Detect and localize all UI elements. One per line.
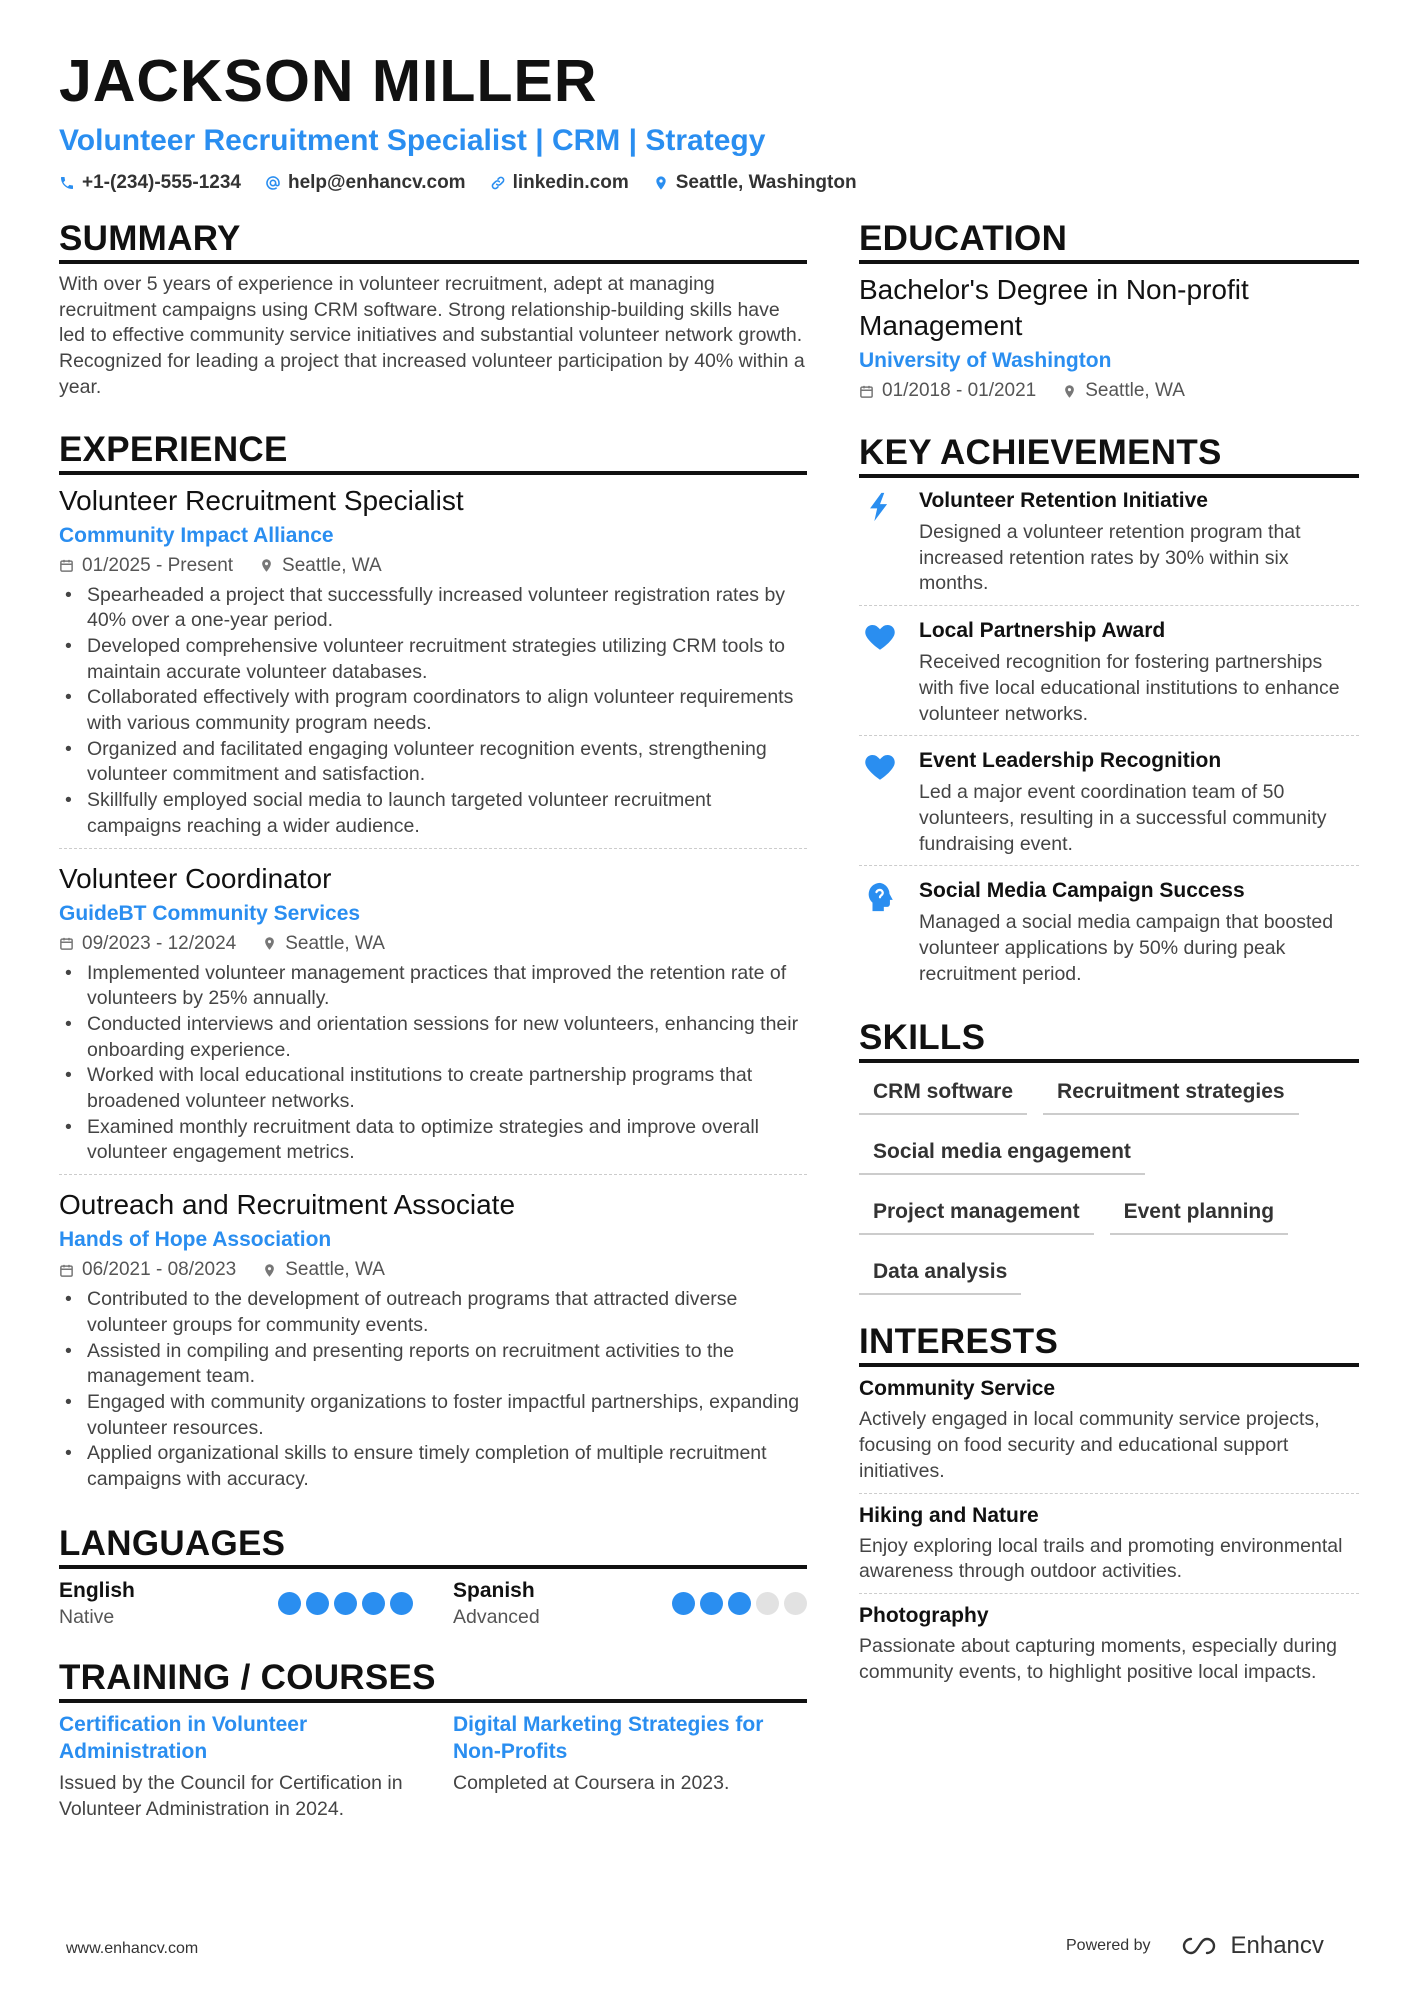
enhancv-logo-icon	[1175, 1934, 1221, 1958]
languages-heading: LANGUAGES	[59, 1523, 807, 1569]
interest-item	[859, 1502, 1359, 1594]
rating-dot-empty	[784, 1592, 807, 1615]
language-level: Advanced	[453, 1605, 540, 1628]
footer-brand	[1066, 1932, 1324, 1960]
skill-tag: Social media engagement	[859, 1131, 1145, 1175]
phone-icon	[59, 175, 75, 191]
education-section	[859, 218, 1359, 404]
course-name: Certification in Volunteer Administration	[59, 1712, 308, 1763]
job-company: Hands of Hope Association	[59, 1228, 332, 1252]
job-title: Outreach and Recruitment Associate	[59, 1189, 516, 1221]
course-desc: Completed at Coursera in 2023.	[453, 1771, 730, 1794]
achievement-title: Social Media Campaign Success	[919, 879, 1245, 903]
interest-title: Community Service	[859, 1377, 1056, 1401]
right-column	[859, 218, 1359, 1715]
experience-section	[59, 429, 807, 1501]
location-pin-icon	[262, 1263, 277, 1278]
course-item	[453, 1711, 807, 1822]
job-bullets	[59, 583, 807, 840]
job-dates: 06/2021 - 08/2023	[82, 1259, 237, 1281]
interests-heading: INTERESTS	[859, 1321, 1359, 1367]
job-dates: 01/2025 - Present	[82, 554, 234, 576]
achievement-item	[859, 746, 1359, 866]
interest-title: Photography	[859, 1603, 989, 1627]
location-text: Seattle, Washington	[675, 172, 857, 193]
achievement-desc: Managed a social media campaign that boosted volunteer applications by 50% during peak recruitment period.	[919, 911, 1334, 985]
degree-title: Bachelor's Degree in Non-profit Management	[859, 274, 1249, 341]
job-bullets	[59, 961, 807, 1167]
job-meta	[59, 1257, 807, 1283]
contact-location	[653, 172, 857, 194]
contact-bar	[59, 172, 1359, 194]
job-location: Seattle, WA	[285, 1259, 385, 1281]
job-dates: 09/2023 - 12/2024	[82, 932, 237, 954]
achievement-item	[859, 876, 1359, 995]
interest-desc: Actively engaged in local community service projects, focusing on food security and educational support initiatives.	[859, 1408, 1320, 1482]
interest-desc: Passionate about capturing moments, especially during community events, to highlight positive local impacts.	[859, 1634, 1338, 1683]
job-bullet: • Organized and facilitated engaging volunteer recognition events, strengthening volunteer commitment and satisfaction.	[59, 737, 807, 788]
brand-logo[interactable]	[1175, 1932, 1324, 1960]
languages-list	[59, 1577, 807, 1631]
heart-icon	[863, 620, 897, 654]
job-entry	[59, 861, 807, 1176]
job-bullet: • Worked with local educational institutions to create partnership programs that broadened volunteer networks.	[59, 1063, 807, 1114]
location-pin-icon	[259, 558, 274, 573]
achievement-desc: Designed a volunteer retention program that increased retention rates by 30% within six months.	[919, 521, 1301, 595]
achievements-heading: KEY ACHIEVEMENTS	[859, 432, 1359, 478]
course-item	[59, 1711, 413, 1822]
candidate-name: JACKSON MILLER	[59, 48, 598, 114]
achievement-item	[859, 616, 1359, 736]
job-bullet: • Engaged with community organizations to foster impactful partnerships, expanding volunteer resources.	[59, 1390, 807, 1441]
phone-text: +1-(234)-555-1234	[82, 172, 241, 193]
interests-section	[859, 1321, 1359, 1693]
job-bullet: • Examined monthly recruitment data to optimize strategies and improve overall volunteer engagement metrics.	[59, 1115, 807, 1166]
achievement-title: Local Partnership Award	[919, 619, 1166, 643]
education-dates: 01/2018 - 01/2021	[882, 380, 1037, 401]
footer-website[interactable]: www.enhancv.com	[66, 1940, 199, 1957]
job-entry	[59, 483, 807, 849]
rating-dot-filled	[278, 1592, 301, 1615]
job-location: Seattle, WA	[285, 932, 385, 954]
job-bullets	[59, 1287, 807, 1493]
job-bullet: • Contributed to the development of outreach programs that attracted diverse volunteer groups for community events.	[59, 1287, 807, 1338]
skills-section	[859, 1017, 1359, 1295]
interest-desc: Enjoy exploring local trails and promoting environmental awareness through outdoor activities.	[859, 1534, 1343, 1583]
job-bullet: • Implemented volunteer management practices that improved the retention rate of volunteers by 25% annually.	[59, 961, 807, 1012]
skills-list	[859, 1071, 1359, 1295]
rating-dot-filled	[362, 1592, 385, 1615]
achievement-title: Event Leadership Recognition	[919, 749, 1222, 773]
summary-text: With over 5 years of experience in volunteer recruitment, adept at managing recruitment campaigns using CRM software. Strong relationship-building skills have led to effective community service initiatives and substantial volunteer network growth. Recognized for leading a project that increased volunteer participation by 40% within a year.	[59, 273, 805, 398]
rating-dot-empty	[756, 1592, 779, 1615]
education-heading: EDUCATION	[859, 218, 1359, 264]
skill-tag: Data analysis	[859, 1251, 1021, 1295]
skill-tag: Recruitment strategies	[1043, 1071, 1299, 1115]
language-item	[59, 1577, 413, 1631]
job-entry	[59, 1187, 807, 1501]
skill-tag: CRM software	[859, 1071, 1027, 1115]
calendar-icon	[59, 936, 74, 951]
job-bullet: • Developed comprehensive volunteer recruitment strategies utilizing CRM tools to maintain accurate volunteer databases.	[59, 634, 807, 685]
linkedin-text: linkedin.com	[512, 172, 629, 193]
location-pin-icon	[262, 936, 277, 951]
job-bullet: • Skillfully employed social media to launch targeted volunteer recruitment campaigns reaching a wider audience.	[59, 788, 807, 839]
location-pin-icon	[1062, 384, 1077, 399]
link-icon	[490, 175, 506, 191]
rating-dot-filled	[672, 1592, 695, 1615]
left-column	[59, 218, 807, 1844]
rating-dot-filled	[306, 1592, 329, 1615]
course-name: Digital Marketing Strategies for Non-Profits	[453, 1712, 764, 1763]
languages-section	[59, 1523, 807, 1631]
courses-list	[59, 1711, 807, 1822]
skill-tag: Project management	[859, 1191, 1094, 1235]
job-bullet: • Collaborated effectively with program coordinators to align volunteer requirements with various community program needs.	[59, 685, 807, 736]
interest-item	[859, 1602, 1359, 1693]
training-heading: TRAINING / COURSES	[59, 1657, 807, 1703]
calendar-icon	[59, 558, 74, 573]
job-meta	[59, 931, 807, 957]
lightning-icon	[863, 490, 897, 524]
education-meta	[859, 378, 1359, 404]
training-section	[59, 1657, 807, 1822]
language-item	[453, 1577, 807, 1631]
at-icon	[265, 175, 281, 191]
job-title: Volunteer Recruitment Specialist	[59, 484, 464, 516]
rating-dot-filled	[728, 1592, 751, 1615]
education-location: Seattle, WA	[1085, 380, 1185, 401]
language-level: Native	[59, 1605, 115, 1628]
contact-phone[interactable]	[59, 172, 241, 194]
rating-dot-filled	[390, 1592, 413, 1615]
email-text: help@enhancv.com	[287, 172, 466, 193]
experience-heading: EXPERIENCE	[59, 429, 807, 475]
achievement-item	[859, 486, 1359, 606]
job-company: Community Impact Alliance	[59, 523, 334, 547]
calendar-icon	[59, 1263, 74, 1278]
candidate-title: Volunteer Recruitment Specialist | CRM | Strategy	[59, 124, 766, 157]
rating-dot-filled	[700, 1592, 723, 1615]
skills-heading: SKILLS	[859, 1017, 1359, 1063]
job-company: GuideBT Community Services	[59, 901, 361, 925]
job-location: Seattle, WA	[282, 554, 382, 576]
achievement-title: Volunteer Retention Initiative	[919, 489, 1208, 512]
course-desc: Issued by the Council for Certification in Volunteer Administration in 2024.	[59, 1771, 403, 1820]
contact-email[interactable]	[265, 172, 466, 194]
job-meta	[59, 553, 807, 579]
language-rating	[278, 1592, 413, 1615]
contact-linkedin[interactable]	[490, 172, 629, 194]
brand-name: Enhancv	[1230, 1932, 1324, 1959]
interest-item	[859, 1375, 1359, 1493]
head-icon	[863, 880, 897, 914]
heart-icon	[863, 750, 897, 784]
skill-tag: Event planning	[1110, 1191, 1289, 1235]
achievement-desc: Received recognition for fostering partnerships with five local educational institutions to enhance volunteer networks.	[919, 651, 1340, 725]
language-name: English	[59, 1578, 135, 1602]
school-name: University of Washington	[859, 349, 1112, 372]
achievements-section	[859, 432, 1359, 995]
interest-title: Hiking and Nature	[859, 1503, 1039, 1527]
powered-by-text: Powered by	[1066, 1937, 1151, 1954]
header	[59, 44, 1359, 194]
summary-section	[59, 218, 807, 401]
job-bullet: • Conducted interviews and orientation sessions for new volunteers, enhancing their onboarding experience.	[59, 1012, 807, 1063]
job-title: Volunteer Coordinator	[59, 862, 332, 894]
job-bullet: • Spearheaded a project that successfully increased volunteer registration rates by 40% over a one-year period.	[59, 583, 807, 634]
calendar-icon	[859, 384, 874, 399]
job-bullet: • Applied organizational skills to ensure timely completion of multiple recruitment campaigns with accuracy.	[59, 1441, 807, 1492]
language-name: Spanish	[453, 1578, 535, 1602]
language-rating	[672, 1592, 807, 1615]
summary-heading: SUMMARY	[59, 218, 807, 264]
rating-dot-filled	[334, 1592, 357, 1615]
job-bullet: • Assisted in compiling and presenting reports on recruitment activities to the management team.	[59, 1339, 807, 1390]
location-pin-icon	[653, 175, 669, 191]
achievement-desc: Led a major event coordination team of 50 volunteers, resulting in a successful community fundraising event.	[919, 781, 1327, 855]
